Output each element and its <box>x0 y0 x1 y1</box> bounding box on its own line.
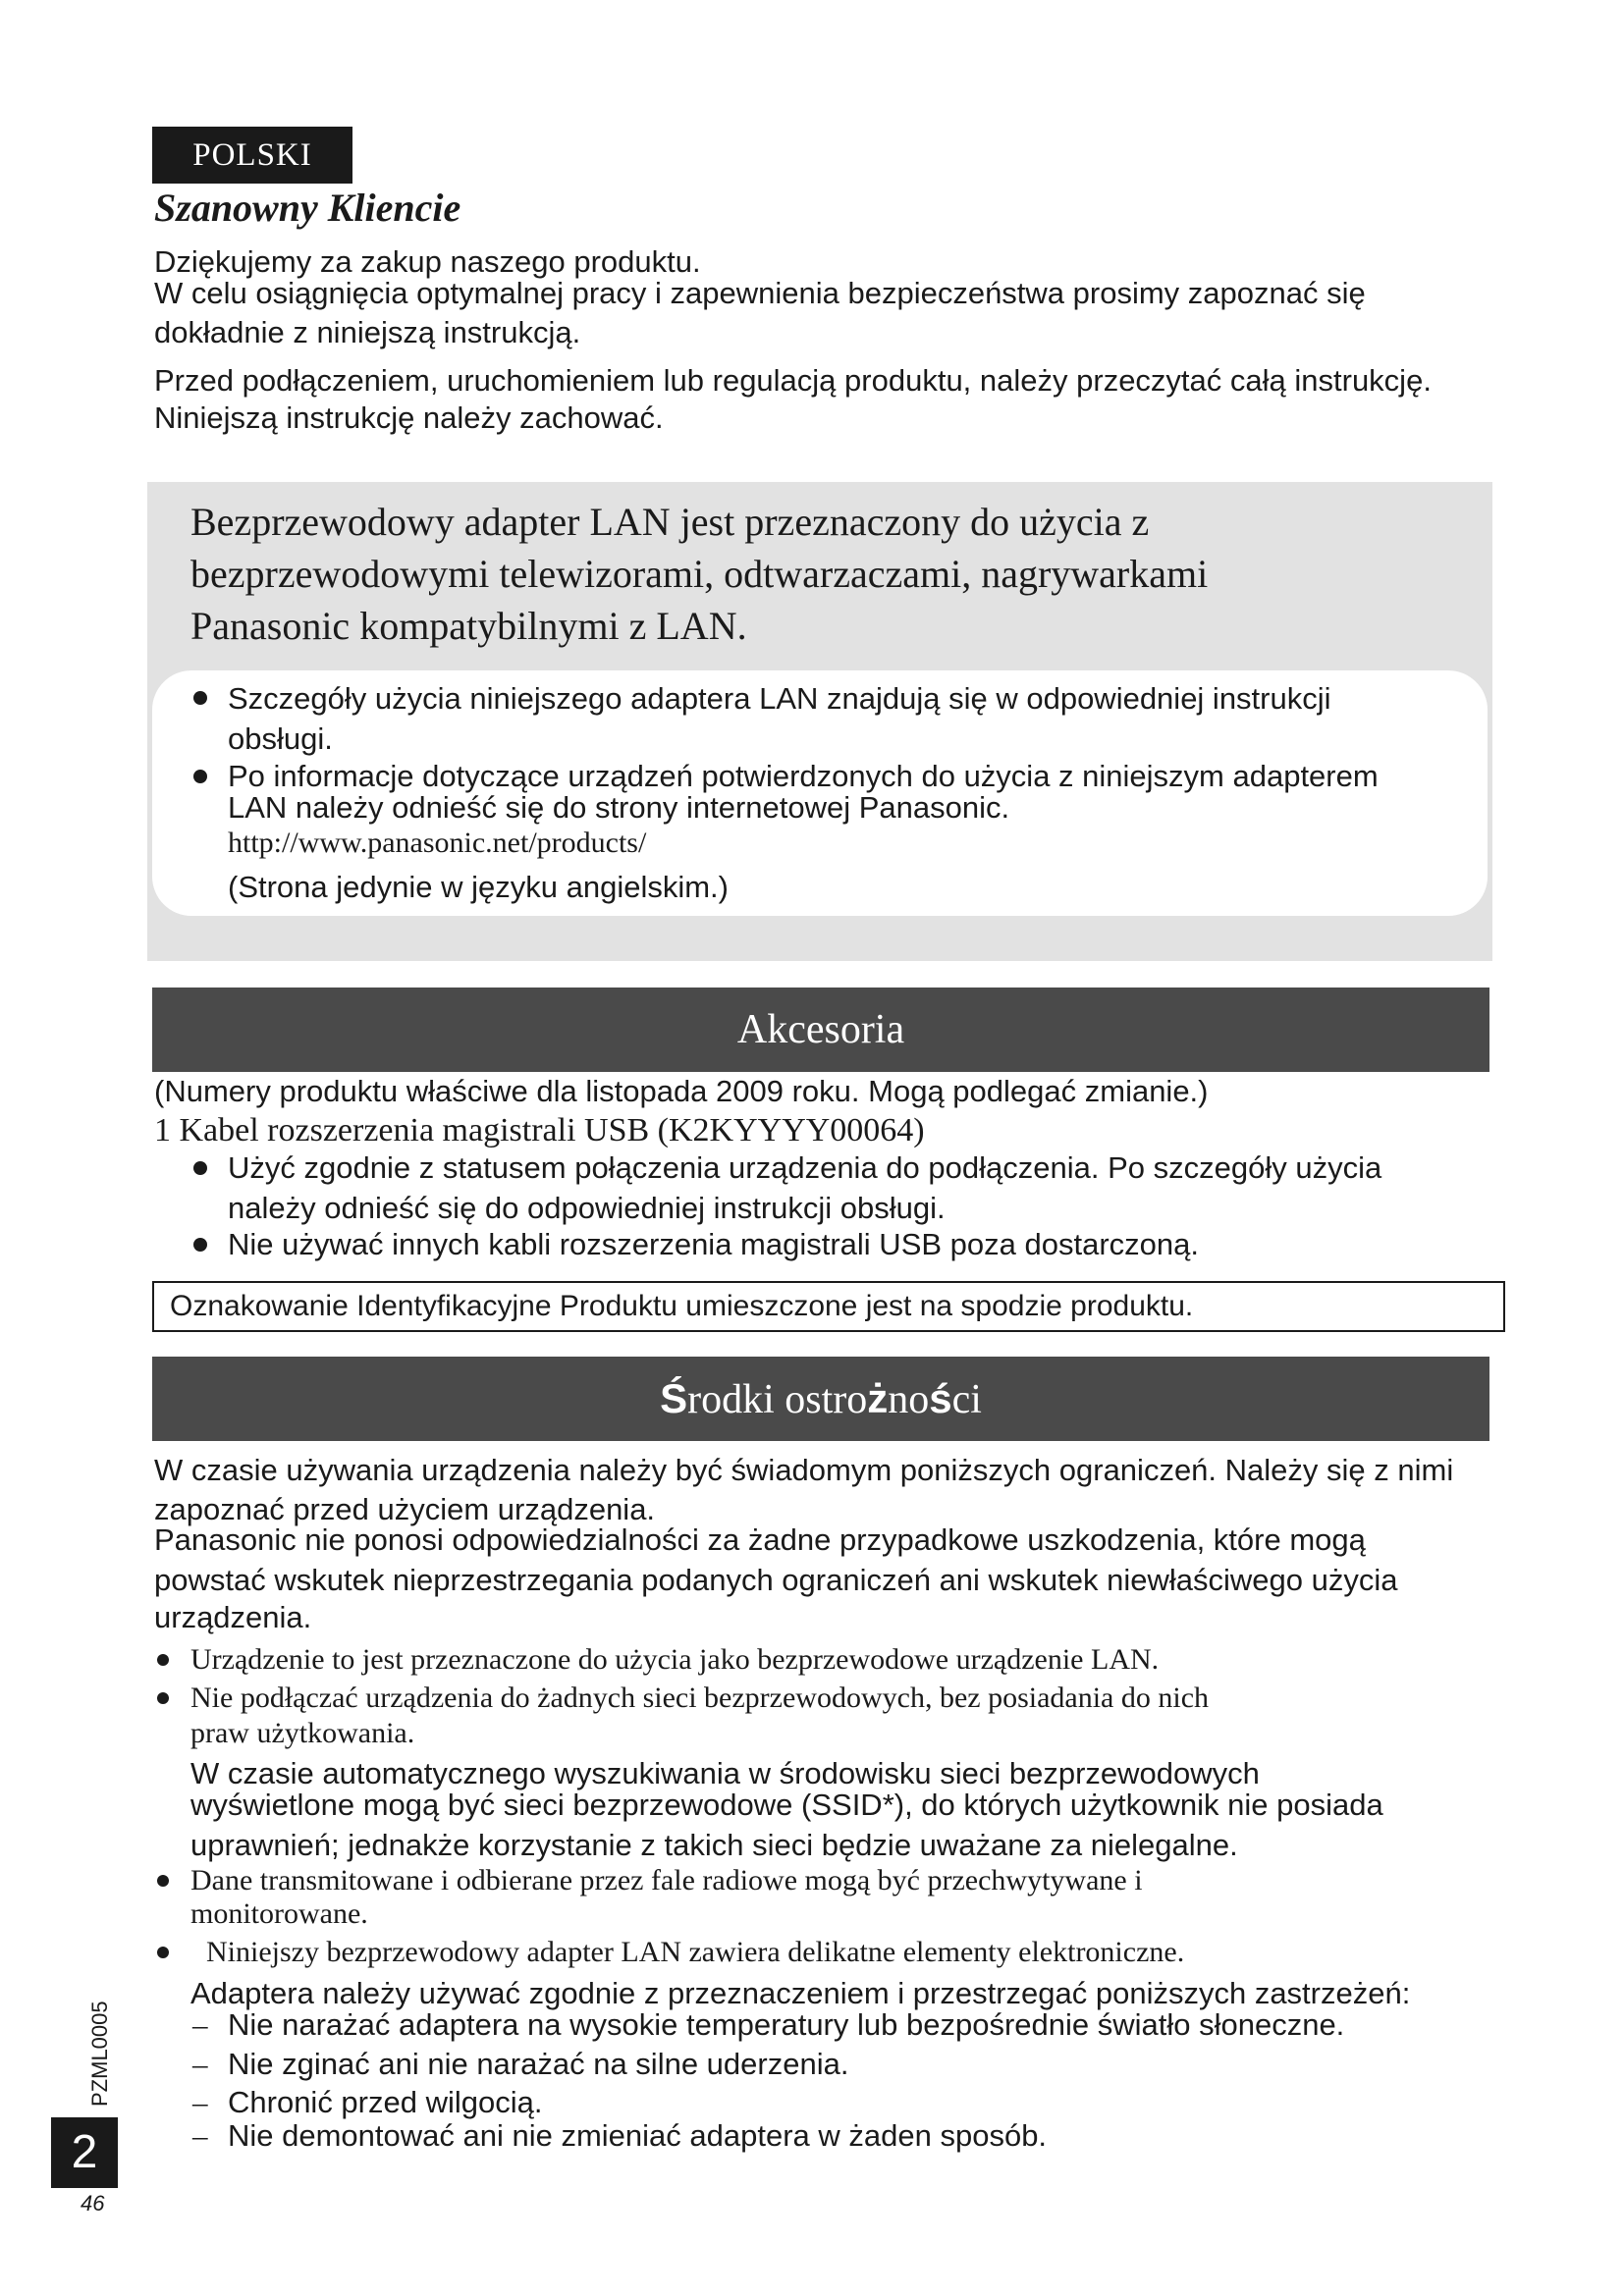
dash-marker: – <box>192 2118 208 2153</box>
bullet-dot-icon <box>157 1947 169 1958</box>
bullet-dot-icon <box>157 1692 169 1704</box>
dash-marker: – <box>192 2085 208 2119</box>
precautions-bullet-cont: praw użytkowania. <box>190 1717 415 1749</box>
bullet-dot-icon <box>157 1654 169 1666</box>
accessories-bullet: Nie używać innych kabli rozszerzenia magistrali USB poza dostarczoną. <box>228 1227 1199 1261</box>
header-part: ci <box>951 1377 982 1422</box>
greeting-heading: Szanowny Kliencie <box>154 186 461 230</box>
info-bullet-cont: LAN należy odnieść się do strony internetowej Panasonic. <box>228 790 1010 825</box>
info-lead <box>190 496 1447 652</box>
precautions-text: W czasie używania urządzenia należy być świadomym poniższych ograniczeń. Należy się z nimi <box>154 1453 1454 1487</box>
precautions-bullet-cont: monitorowane. <box>190 1897 368 1930</box>
intro-line: W celu osiągnięcia optymalnej pracy i zapewnienia bezpieczeństwa prosimy zapoznać się <box>154 276 1366 310</box>
dash-marker: – <box>192 2047 208 2081</box>
document-code: PZML0005 <box>87 2001 112 2107</box>
precautions-dash-item: Chronić przed wilgocią. <box>228 2085 543 2119</box>
header-part: no <box>888 1377 930 1422</box>
bullet-dot-icon <box>157 1875 169 1887</box>
bullet-dot-icon <box>193 1161 207 1175</box>
info-bullet: Po informacje dotyczące urządzeń potwierdzonych do użycia z niniejszym adapterem <box>228 759 1379 793</box>
bullet-dot-icon <box>193 691 207 705</box>
precautions-text: urządzenia. <box>154 1600 312 1634</box>
precautions-dash-item: Nie narażać adaptera na wysokie temperatury lub bezpośrednie światło słoneczne. <box>228 2007 1345 2042</box>
precautions-bullet: Dane transmitowane i odbierane przez fale radiowe mogą być przechwytywane i <box>190 1864 1143 1896</box>
precautions-text: zapoznać przed użyciem urządzenia. <box>154 1492 656 1526</box>
info-bullet-cont: obsługi. <box>228 721 333 756</box>
precautions-bullet: Niniejszy bezprzewodowy adapter LAN zawiera delikatne elementy elektroniczne. <box>206 1936 1185 1968</box>
info-note: (Strona jedynie w języku angielskim.) <box>228 870 729 904</box>
product-id-notice: Oznakowanie Identyfikacyjne Produktu umieszczone jest na spodzie produktu. <box>152 1281 1505 1332</box>
precautions-bullet: Urządzenie to jest przeznaczone do użycia jako bezprzewodowe urządzenie LAN. <box>190 1643 1160 1676</box>
panasonic-url-link[interactable]: http://www.panasonic.net/products/ <box>228 827 647 859</box>
page-number-small: 46 <box>81 2191 105 2216</box>
accessories-bullet-cont: należy odnieść się do odpowiedniej instrukcji obsługi. <box>228 1191 946 1225</box>
precautions-text: Panasonic nie ponosi odpowiedzialności za żadne przypadkowe uszkodzenia, które mogą <box>154 1522 1366 1557</box>
accessories-note: (Numery produktu właściwe dla listopada 2009 roku. Mogą podlegać zmianie.) <box>154 1074 1209 1108</box>
bullet-dot-icon <box>193 1238 207 1252</box>
header-part: ż <box>867 1375 889 1421</box>
language-tag: POLSKI <box>152 127 352 184</box>
intro-line: Niniejszą instrukcję należy zachować. <box>154 400 664 435</box>
precautions-text: powstać wskutek nieprzestrzegania podanych ograniczeń ani wskutek niewłaściwego użycia <box>154 1563 1398 1597</box>
intro-line: Dziękujemy za zakup naszego produktu. <box>154 244 701 279</box>
intro-line: Przed podłączeniem, uruchomieniem lub regulacją produktu, należy przeczytać całą instrukcję. <box>154 363 1432 398</box>
precautions-bullet: Nie podłączać urządzenia do żadnych sieci bezprzewodowych, bez posiadania do nich <box>190 1682 1210 1714</box>
info-lead-line: bezprzewodowymi telewizorami, odtwarzaczami, nagrywarkami <box>190 552 1209 596</box>
precautions-sub: uprawnień; jednakże korzystanie z takich sieci będzie uważane za nielegalne. <box>190 1828 1238 1862</box>
precautions-sub: wyświetlone mogą być sieci bezprzewodowe (SSID*), do których użytkownik nie posiada <box>190 1788 1383 1822</box>
info-lead-line: Panasonic kompatybilnymi z LAN. <box>190 604 747 648</box>
header-part: ś <box>929 1375 952 1421</box>
header-part: rodki ostro <box>687 1377 868 1422</box>
precautions-sub: Adaptera należy używać zgodnie z przeznaczeniem i przestrzegać poniższych zastrzeżeń: <box>190 1976 1411 2010</box>
accessories-header: Akcesoria <box>152 988 1489 1072</box>
precautions-header <box>152 1357 1489 1441</box>
page-number: 2 <box>51 2117 118 2188</box>
dash-marker: – <box>192 2007 208 2042</box>
bullet-dot-icon <box>193 770 207 783</box>
precautions-dash-item: Nie demontować ani nie zmieniać adaptera w żaden sposób. <box>228 2118 1048 2153</box>
header-part: Ś <box>660 1375 688 1421</box>
precautions-sub: W czasie automatycznego wyszukiwania w środowisku sieci bezprzewodowych <box>190 1756 1260 1790</box>
precautions-dash-item: Nie zginać ani nie narażać na silne uderzenia. <box>228 2047 849 2081</box>
info-lead-line: Bezprzewodowy adapter LAN jest przeznaczony do użycia z <box>190 500 1150 544</box>
info-bullet: Szczegóły użycia niniejszego adaptera LAN znajdują się w odpowiedniej instrukcji <box>228 681 1331 716</box>
accessories-bullet: Użyć zgodnie z statusem połączenia urządzenia do podłączenia. Po szczegóły użycia <box>228 1150 1382 1185</box>
intro-line: dokładnie z niniejszą instrukcją. <box>154 315 581 349</box>
accessories-item: 1 Kabel rozszerzenia magistrali USB (K2KYYYY00064) <box>154 1112 925 1148</box>
